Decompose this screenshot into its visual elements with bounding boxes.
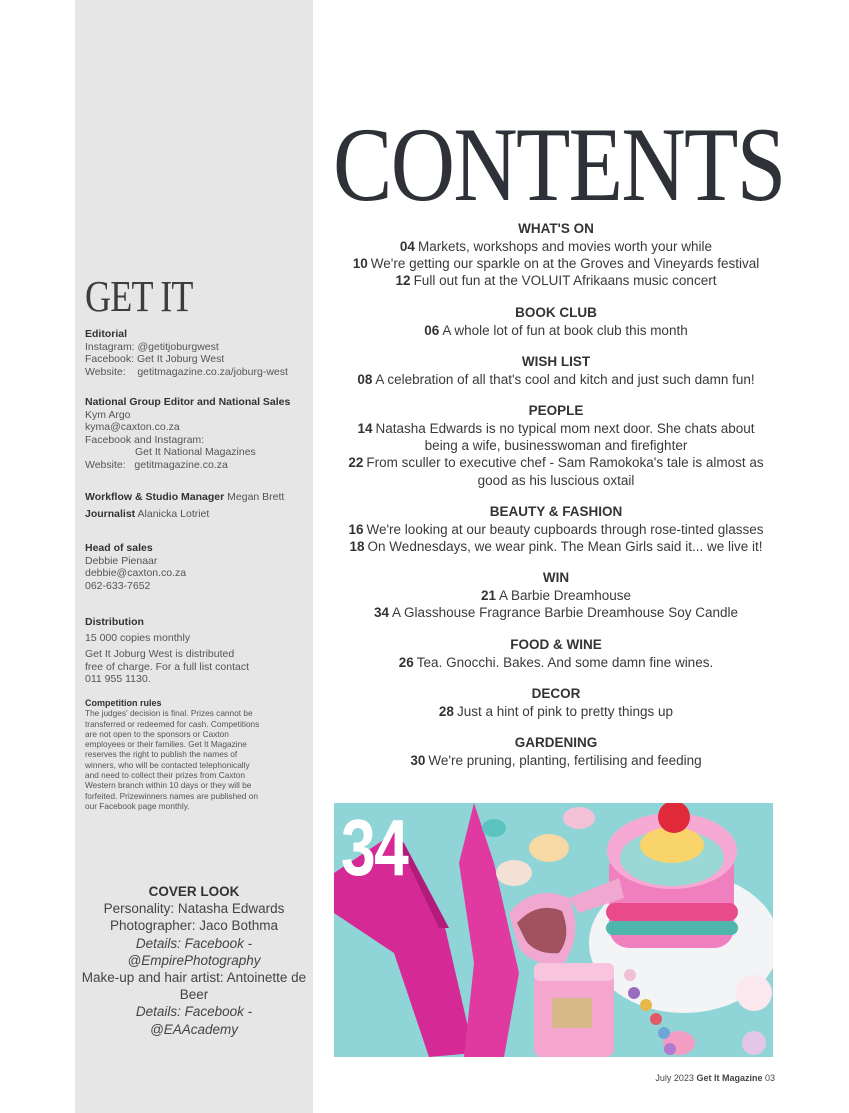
- sales-line: 062-633-7652: [85, 579, 151, 592]
- toc-text: Tea. Gnocchi. Bakes. And some damn fine wines.: [416, 654, 714, 670]
- toc-text: We're pruning, planting, fertilising and feeding: [428, 753, 702, 769]
- toc-page: 04: [399, 239, 415, 254]
- footer-page: 03: [764, 1073, 775, 1083]
- toc-section: [322, 304, 790, 339]
- sales-line: debbie@caxton.co.za: [85, 567, 187, 579]
- toc-section: [322, 636, 790, 671]
- cover-look-block: [75, 883, 313, 1038]
- staff-block: [85, 491, 307, 520]
- section-heading: PEOPLE: [528, 403, 584, 419]
- section-heading: DECOR: [531, 685, 581, 701]
- workflow-line: [85, 491, 307, 504]
- journalist-line: [85, 508, 307, 521]
- rules-line: The judges' decision is final. Prizes cannot be: [85, 708, 253, 719]
- toc-section: [322, 569, 790, 621]
- toc-text: A Barbie Dreamhouse: [498, 588, 632, 604]
- toc-page: 18: [349, 539, 365, 555]
- toc-section: [322, 353, 790, 388]
- toc-item[interactable]: [322, 255, 790, 272]
- toc-section: [322, 503, 790, 555]
- toc-item[interactable]: [322, 371, 790, 388]
- toc-text: From sculler to executive chef - Sam Ramokoka's tale is almost as good as his luscious oxtail: [366, 455, 764, 488]
- editorial-heading: Editorial: [85, 328, 128, 340]
- toc-item[interactable]: [322, 272, 790, 289]
- toc-section: [322, 402, 790, 489]
- toc-text: We're looking at our beauty cupboards through rose-tinted glasses: [366, 521, 764, 537]
- toc-item[interactable]: [322, 322, 790, 339]
- rules-line: Western branch within 10 days or they will be: [85, 780, 252, 791]
- rules-line: our Facebook page monthly.: [85, 800, 190, 811]
- toc-item[interactable]: [322, 454, 790, 488]
- page-title: CONTENTS: [333, 106, 785, 223]
- editorial-line: Facebook: Get It Joburg West: [85, 353, 225, 365]
- toc-page: 34: [374, 605, 390, 621]
- rules-line: are not open to the sponsors or Caxton: [85, 728, 229, 739]
- national-line: Website: getitmagazine.co.za: [85, 458, 228, 471]
- toc-item[interactable]: [322, 538, 790, 555]
- rules-line: and need to collect their prizes from Caxton: [85, 770, 246, 781]
- section-heading: WISH LIST: [521, 353, 591, 369]
- sales-heading: Head of sales: [85, 542, 153, 554]
- journalist-name: Alanicka Lotriet: [137, 507, 210, 520]
- feature-page-number: 34: [341, 803, 408, 892]
- national-line: Kym Argo: [85, 408, 131, 421]
- national-line: kyma@caxton.co.za: [85, 421, 180, 433]
- section-heading: WHAT'S ON: [518, 221, 594, 236]
- section-heading: GARDENING: [514, 735, 598, 751]
- distribution-line: free of charge. For a full list contact: [85, 660, 249, 673]
- editorial-block: [85, 328, 307, 378]
- toc-page: 28: [438, 703, 454, 719]
- cover-makeup-details: Details: Facebook - @EAAcademy: [135, 1004, 253, 1037]
- toc-page: 26: [398, 654, 414, 670]
- toc-text: On Wednesdays, we wear pink. The Mean Girls said it... we live it!: [367, 539, 763, 555]
- distribution-block: [85, 616, 307, 686]
- toc-text: We're getting our sparkle on at the Groves and Vineyards festival: [370, 256, 760, 272]
- toc-page: 16: [348, 521, 364, 537]
- toc-page: 06: [424, 322, 440, 338]
- editorial-line: Website: getitmagazine.co.za/joburg-west: [85, 365, 288, 378]
- toc-text: Just a hint of pink to pretty things up: [456, 703, 674, 719]
- toc-item[interactable]: [322, 587, 790, 604]
- cover-photo-details: Details: Facebook - @EmpirePhotography: [127, 935, 261, 968]
- workflow-name: Megan Brett: [227, 491, 285, 503]
- cover-photographer: Photographer: Jaco Bothma: [109, 918, 279, 934]
- national-line: Facebook and Instagram:: [85, 433, 205, 446]
- toc-item[interactable]: [322, 420, 790, 454]
- toc-section: [322, 685, 790, 720]
- section-heading: FOOD & WINE: [510, 636, 602, 652]
- section-heading: WIN: [542, 570, 570, 586]
- toc-item[interactable]: [322, 521, 790, 538]
- cover-heading: COVER LOOK: [148, 884, 240, 899]
- toc-page: 30: [410, 753, 426, 769]
- toc-page: 10: [352, 256, 368, 272]
- workflow-label: Workflow & Studio Manager: [85, 491, 225, 503]
- toc-item[interactable]: [322, 752, 790, 769]
- toc-text: Full out fun at the VOLUIT Afrikaans music concert: [413, 273, 717, 289]
- national-heading: National Group Editor and National Sales: [85, 396, 291, 408]
- toc-text: A whole lot of fun at book club this month: [442, 322, 688, 338]
- toc-page: 08: [357, 371, 373, 387]
- toc-section: [322, 734, 790, 769]
- toc-page: 12: [395, 273, 411, 289]
- distribution-line: 011 955 1130.: [85, 673, 151, 685]
- contents-list: [322, 220, 790, 783]
- section-heading: BOOK CLUB: [515, 304, 597, 320]
- toc-section: [322, 220, 790, 290]
- rules-line: reserves the right to publish the names of: [85, 749, 238, 760]
- toc-text: Markets, workshops and movies worth your while: [417, 239, 713, 254]
- rules-line: forfeited. Prizewinners names are published on: [85, 790, 258, 801]
- toc-item[interactable]: [322, 238, 790, 255]
- rules-heading: Competition rules: [85, 698, 162, 708]
- journalist-label: Journalist: [85, 507, 136, 520]
- brand-logo: GET IT: [85, 272, 193, 321]
- cover-personality: Personality: Natasha Edwards: [103, 901, 285, 917]
- distribution-heading: Distribution: [85, 616, 144, 628]
- toc-page: 22: [348, 455, 364, 471]
- sales-line: Debbie Pienaar: [85, 554, 158, 567]
- toc-page: 14: [357, 421, 373, 437]
- toc-item[interactable]: [322, 604, 790, 621]
- rules-line: transferred or redeemed for cash. Competitions: [85, 718, 260, 729]
- editorial-line: Instagram: @getitjoburgwest: [85, 340, 219, 353]
- footer-magazine: Get It Magazine: [696, 1073, 763, 1083]
- toc-item[interactable]: [322, 703, 790, 720]
- section-heading: BEAUTY & FASHION: [489, 503, 623, 519]
- rules-line: winners, who will be contacted telephonically: [85, 759, 250, 770]
- rules-line: employees or their families. Get It Magazine: [85, 739, 247, 750]
- footer-date: July 2023: [655, 1073, 694, 1083]
- toc-page: 21: [480, 588, 496, 604]
- cover-makeup: Make-up and hair artist: Antoinette de Beer: [81, 970, 307, 1003]
- national-line: Get It National Magazines: [135, 446, 256, 458]
- page-footer: [655, 1073, 775, 1083]
- toc-text: Natasha Edwards is no typical mom next door. She chats about being a wife, businesswoman and firefighter: [375, 421, 755, 454]
- distribution-copies: 15 000 copies monthly: [85, 631, 191, 644]
- distribution-line: Get It Joburg West is distributed: [85, 648, 235, 660]
- toc-text: A Glasshouse Fragrance Barbie Dreamhouse Soy Candle: [392, 605, 738, 621]
- toc-item[interactable]: [322, 654, 790, 671]
- national-block: [85, 396, 307, 471]
- toc-text: A celebration of all that's cool and kitch and just such damn fun!: [375, 371, 755, 387]
- sales-block: [85, 542, 307, 592]
- competition-rules-block: [85, 698, 307, 811]
